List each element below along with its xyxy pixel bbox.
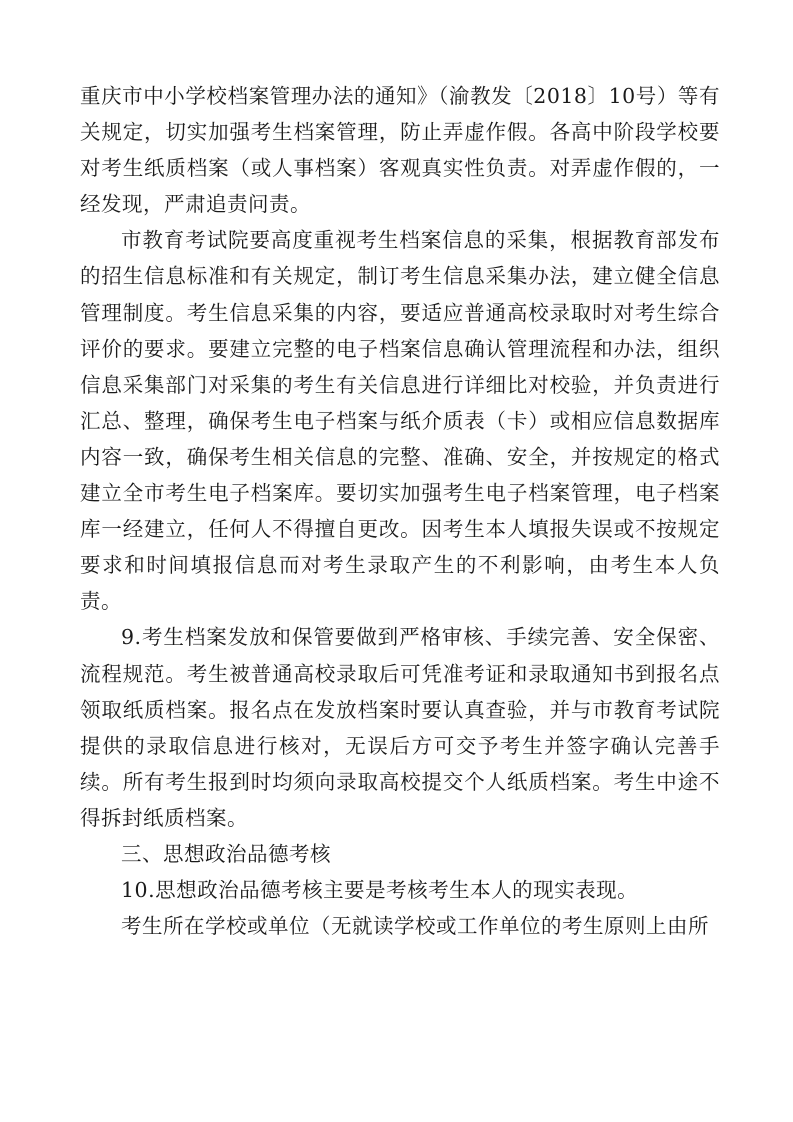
section-heading-3: 三、思想政治品德考核 [121,841,331,866]
paragraph-archive-rules-continued: 重庆市中小学校档案管理办法的通知》（渝教发〔2018〕10号）等有关规定，切实加强考生档案管理，防止弄虚作假。各高中阶段学校要对考生纸质档案（或人事档案）客观真实性负责。对弄虚作假的，一经发现，严肃追责问责。 [80,84,720,217]
paragraph-item-10: 10.思想政治品德考核主要是考核考生本人的现实表现。 [121,878,639,903]
paragraph-school-unit: 考生所在学校或单位（无就读学校或工作单位的考生原则上由所 [121,914,709,939]
paragraph-electronic-archive: 市教育考试院要高度重视考生档案信息的采集，根据教育部发布的招生信息标准和有关规定，制订考生信息采集办法，建立健全信息管理制度。考生信息采集的内容，要适应普通高校录取时对考生综合评价的要求。要建立完整的电子档案信息确认管理流程和办法，组织信息采集部门对采集的考生有关信息进行详细比对校验，并负责进行汇总、整理，确保考生电子档案与纸介质表（卡）或相应信息数据库内容一致，确保考生相关信息的完整、准确、安全，并按规定的格式建立全市考生电子档案库。要切实加强考生电子档案管理，电子档案库一经建立，任何人不得擅自更改。因考生本人填报失误或不按规定要求和时间填报信息而对考生录取产生的不利影响，由考生本人负责。 [80,228,720,614]
paragraph-item-9-archive-distribution: 9.考生档案发放和保管要做到严格审核、手续完善、安全保密、流程规范。考生被普通高校录取后可凭准考证和录取通知书到报名点领取纸质档案。报名点在发放档案时要认真查验，并与市教育考试院提供的录取信息进行核对，无误后方可交予考生并签字确认完善手续。所有考生报到时均须向录取高校提交个人纸质档案。考生中途不得拆封纸质档案。 [80,625,720,830]
document-body [80,78,720,944]
